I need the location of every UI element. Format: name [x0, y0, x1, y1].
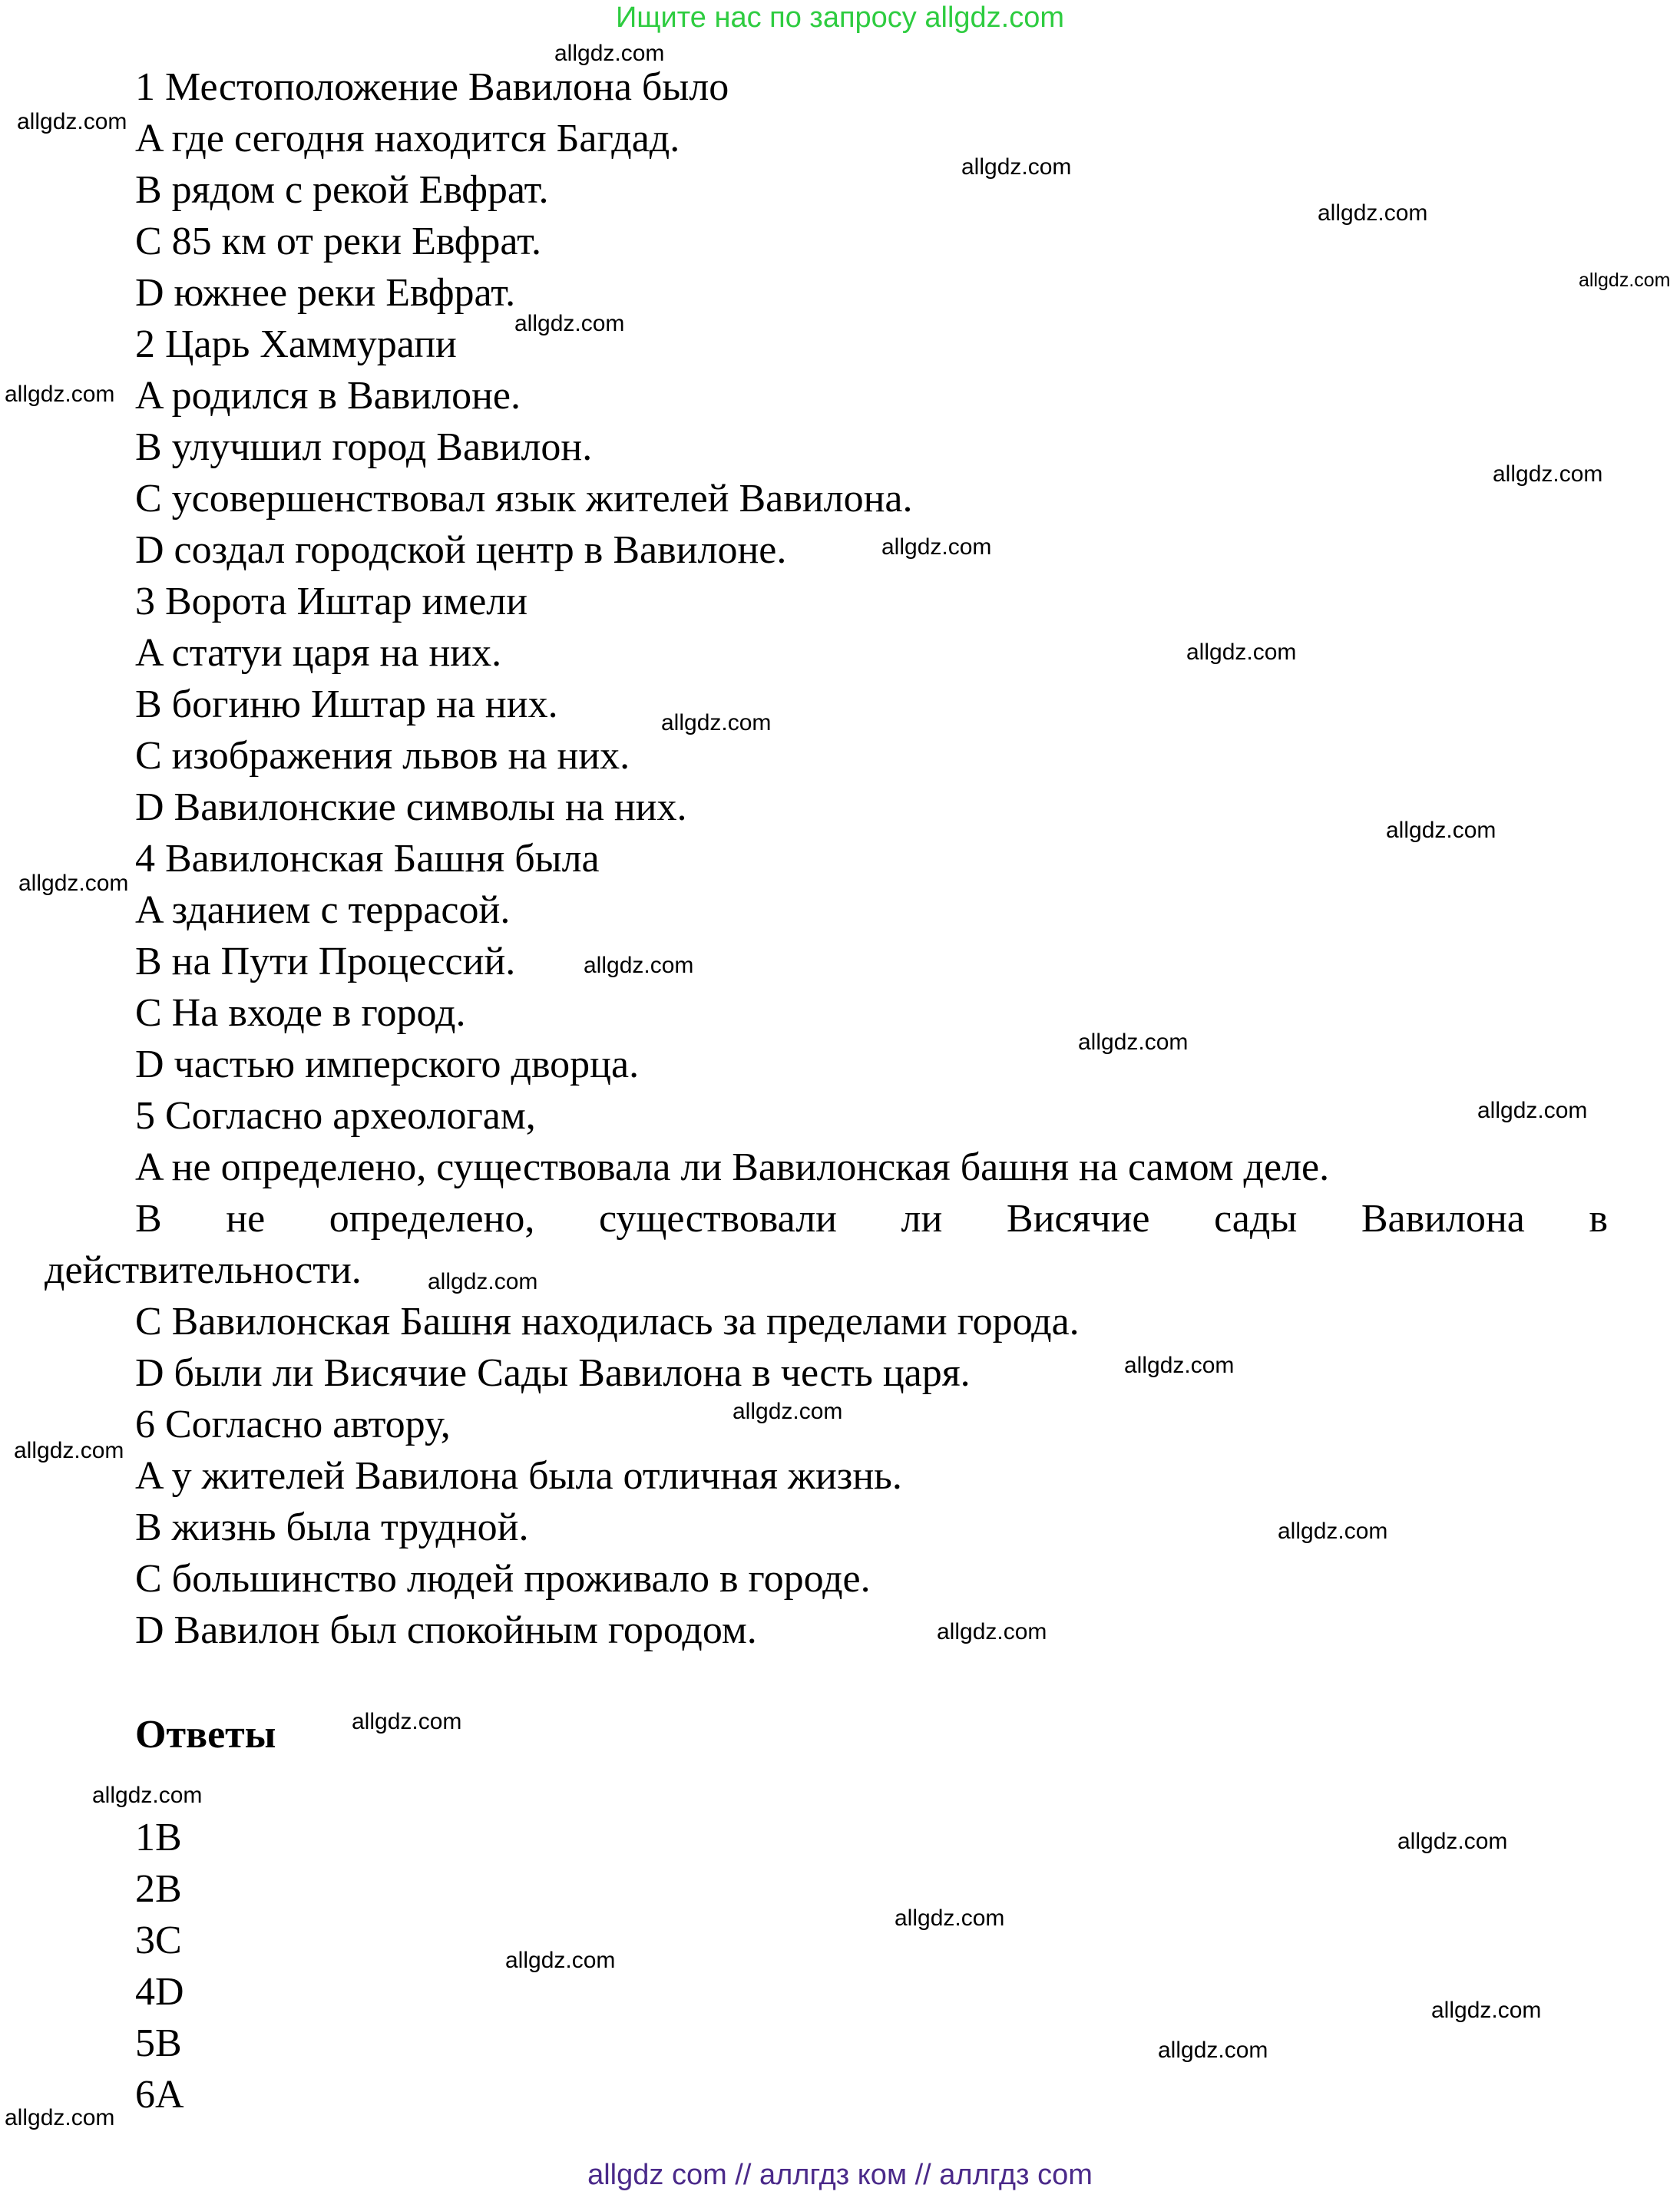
answer-4: 4D — [135, 1970, 184, 2014]
watermark: allgdz.com — [1431, 1998, 1542, 2023]
watermark: allgdz.com — [18, 871, 129, 896]
question-6-option-d: D Вавилон был спокойным городом. — [135, 1608, 757, 1652]
question-3-option-d: D Вавилонские символы на них. — [135, 785, 687, 829]
watermark: allgdz.com — [661, 710, 772, 735]
watermark: allgdz.com — [554, 41, 665, 66]
question-6-title: 6 Согласно автору, — [135, 1403, 451, 1446]
watermark: allgdz.com — [352, 1709, 462, 1734]
answer-5: 5B — [135, 2021, 182, 2065]
watermark: allgdz.com — [1158, 2038, 1268, 2063]
question-3-option-c: C изображения львов на них. — [135, 734, 630, 778]
question-1-option-b: B рядом с рекой Евфрат. — [135, 168, 549, 212]
watermark: allgdz.com — [14, 1438, 124, 1463]
watermark: allgdz.com — [92, 1783, 203, 1808]
answer-1: 1B — [135, 1816, 182, 1859]
question-6-option-c: C большинство людей проживало в городе. — [135, 1557, 871, 1601]
question-5-option-b: B не определено, существовали ли Висячие сады Вавилона в — [135, 1197, 1608, 1241]
question-4-option-a: A зданием с террасой. — [135, 888, 511, 932]
watermark: allgdz.com — [1579, 269, 1671, 291]
watermark: allgdz.com — [5, 382, 115, 407]
question-5-option-b-continuation: действительности. — [45, 1248, 362, 1292]
question-4-option-c: C На входе в город. — [135, 991, 466, 1035]
watermark: allgdz.com — [1493, 461, 1603, 487]
question-5-option-a: A не определено, существовала ли Вавилонская башня на самом деле. — [135, 1145, 1330, 1189]
question-4-option-d: D частью имперского дворца. — [135, 1043, 640, 1086]
watermark: allgdz.com — [881, 534, 992, 560]
watermark: allgdz.com — [895, 1905, 1005, 1931]
watermark: allgdz.com — [1397, 1829, 1508, 1854]
watermark: allgdz.com — [1318, 200, 1428, 226]
question-4-title: 4 Вавилонская Башня была — [135, 837, 600, 881]
answer-6: 6A — [135, 2073, 184, 2117]
question-2-option-a: A родился в Вавилоне. — [135, 374, 521, 418]
question-5-option-d: D были ли Висячие Сады Вавилона в честь царя. — [135, 1351, 971, 1395]
watermark: allgdz.com — [937, 1619, 1047, 1644]
question-6-option-b: B жизнь была трудной. — [135, 1506, 529, 1549]
question-1-title: 1 Местоположение Вавилона было — [135, 65, 729, 109]
watermark: allgdz.com — [5, 2105, 115, 2130]
top-banner[interactable]: Ищите нас по запросу allgdz.com — [615, 2, 1064, 34]
watermark: allgdz.com — [17, 109, 127, 134]
question-1-option-c: C 85 км от реки Евфрат. — [135, 220, 541, 263]
watermark: allgdz.com — [1186, 640, 1297, 665]
watermark: allgdz.com — [584, 953, 694, 978]
watermark: allgdz.com — [1124, 1353, 1235, 1378]
question-5-option-c: C Вавилонская Башня находилась за пределами города. — [135, 1300, 1080, 1344]
watermark: allgdz.com — [1477, 1098, 1588, 1123]
watermark: allgdz.com — [1386, 818, 1496, 843]
question-3-option-b: B богиню Иштар на них. — [135, 683, 558, 726]
watermark: allgdz.com — [1078, 1030, 1189, 1055]
watermark: allgdz.com — [514, 311, 625, 336]
question-4-option-b: B на Пути Процессий. — [135, 940, 516, 983]
question-1-option-d: D южнее реки Евфрат. — [135, 271, 516, 315]
question-3-option-a: A статуи царя на них. — [135, 631, 502, 675]
watermark: allgdz.com — [428, 1269, 538, 1294]
question-3-title: 3 Ворота Иштар имели — [135, 580, 528, 623]
answer-2: 2B — [135, 1867, 182, 1911]
answers-heading: Ответы — [135, 1713, 276, 1757]
watermark: allgdz.com — [1278, 1519, 1388, 1544]
question-6-option-a: A у жителей Вавилона была отличная жизнь. — [135, 1454, 902, 1498]
answer-3: 3C — [135, 1919, 182, 1962]
question-5-title: 5 Согласно археологам, — [135, 1094, 536, 1138]
question-2-title: 2 Царь Хаммурапи — [135, 322, 457, 366]
watermark: allgdz.com — [961, 154, 1072, 180]
watermark: allgdz.com — [733, 1399, 843, 1424]
question-2-option-c: C усовершенствовал язык жителей Вавилона. — [135, 477, 913, 521]
watermark: allgdz.com — [505, 1948, 616, 1973]
footer-links[interactable]: allgdz com // аллгдз ком // аллгдз com — [587, 2159, 1093, 2191]
question-2-option-b: B улучшил город Вавилон. — [135, 425, 593, 469]
question-1-option-a: A где сегодня находится Багдад. — [135, 117, 680, 160]
question-2-option-d: D создал городской центр в Вавилоне. — [135, 528, 787, 572]
